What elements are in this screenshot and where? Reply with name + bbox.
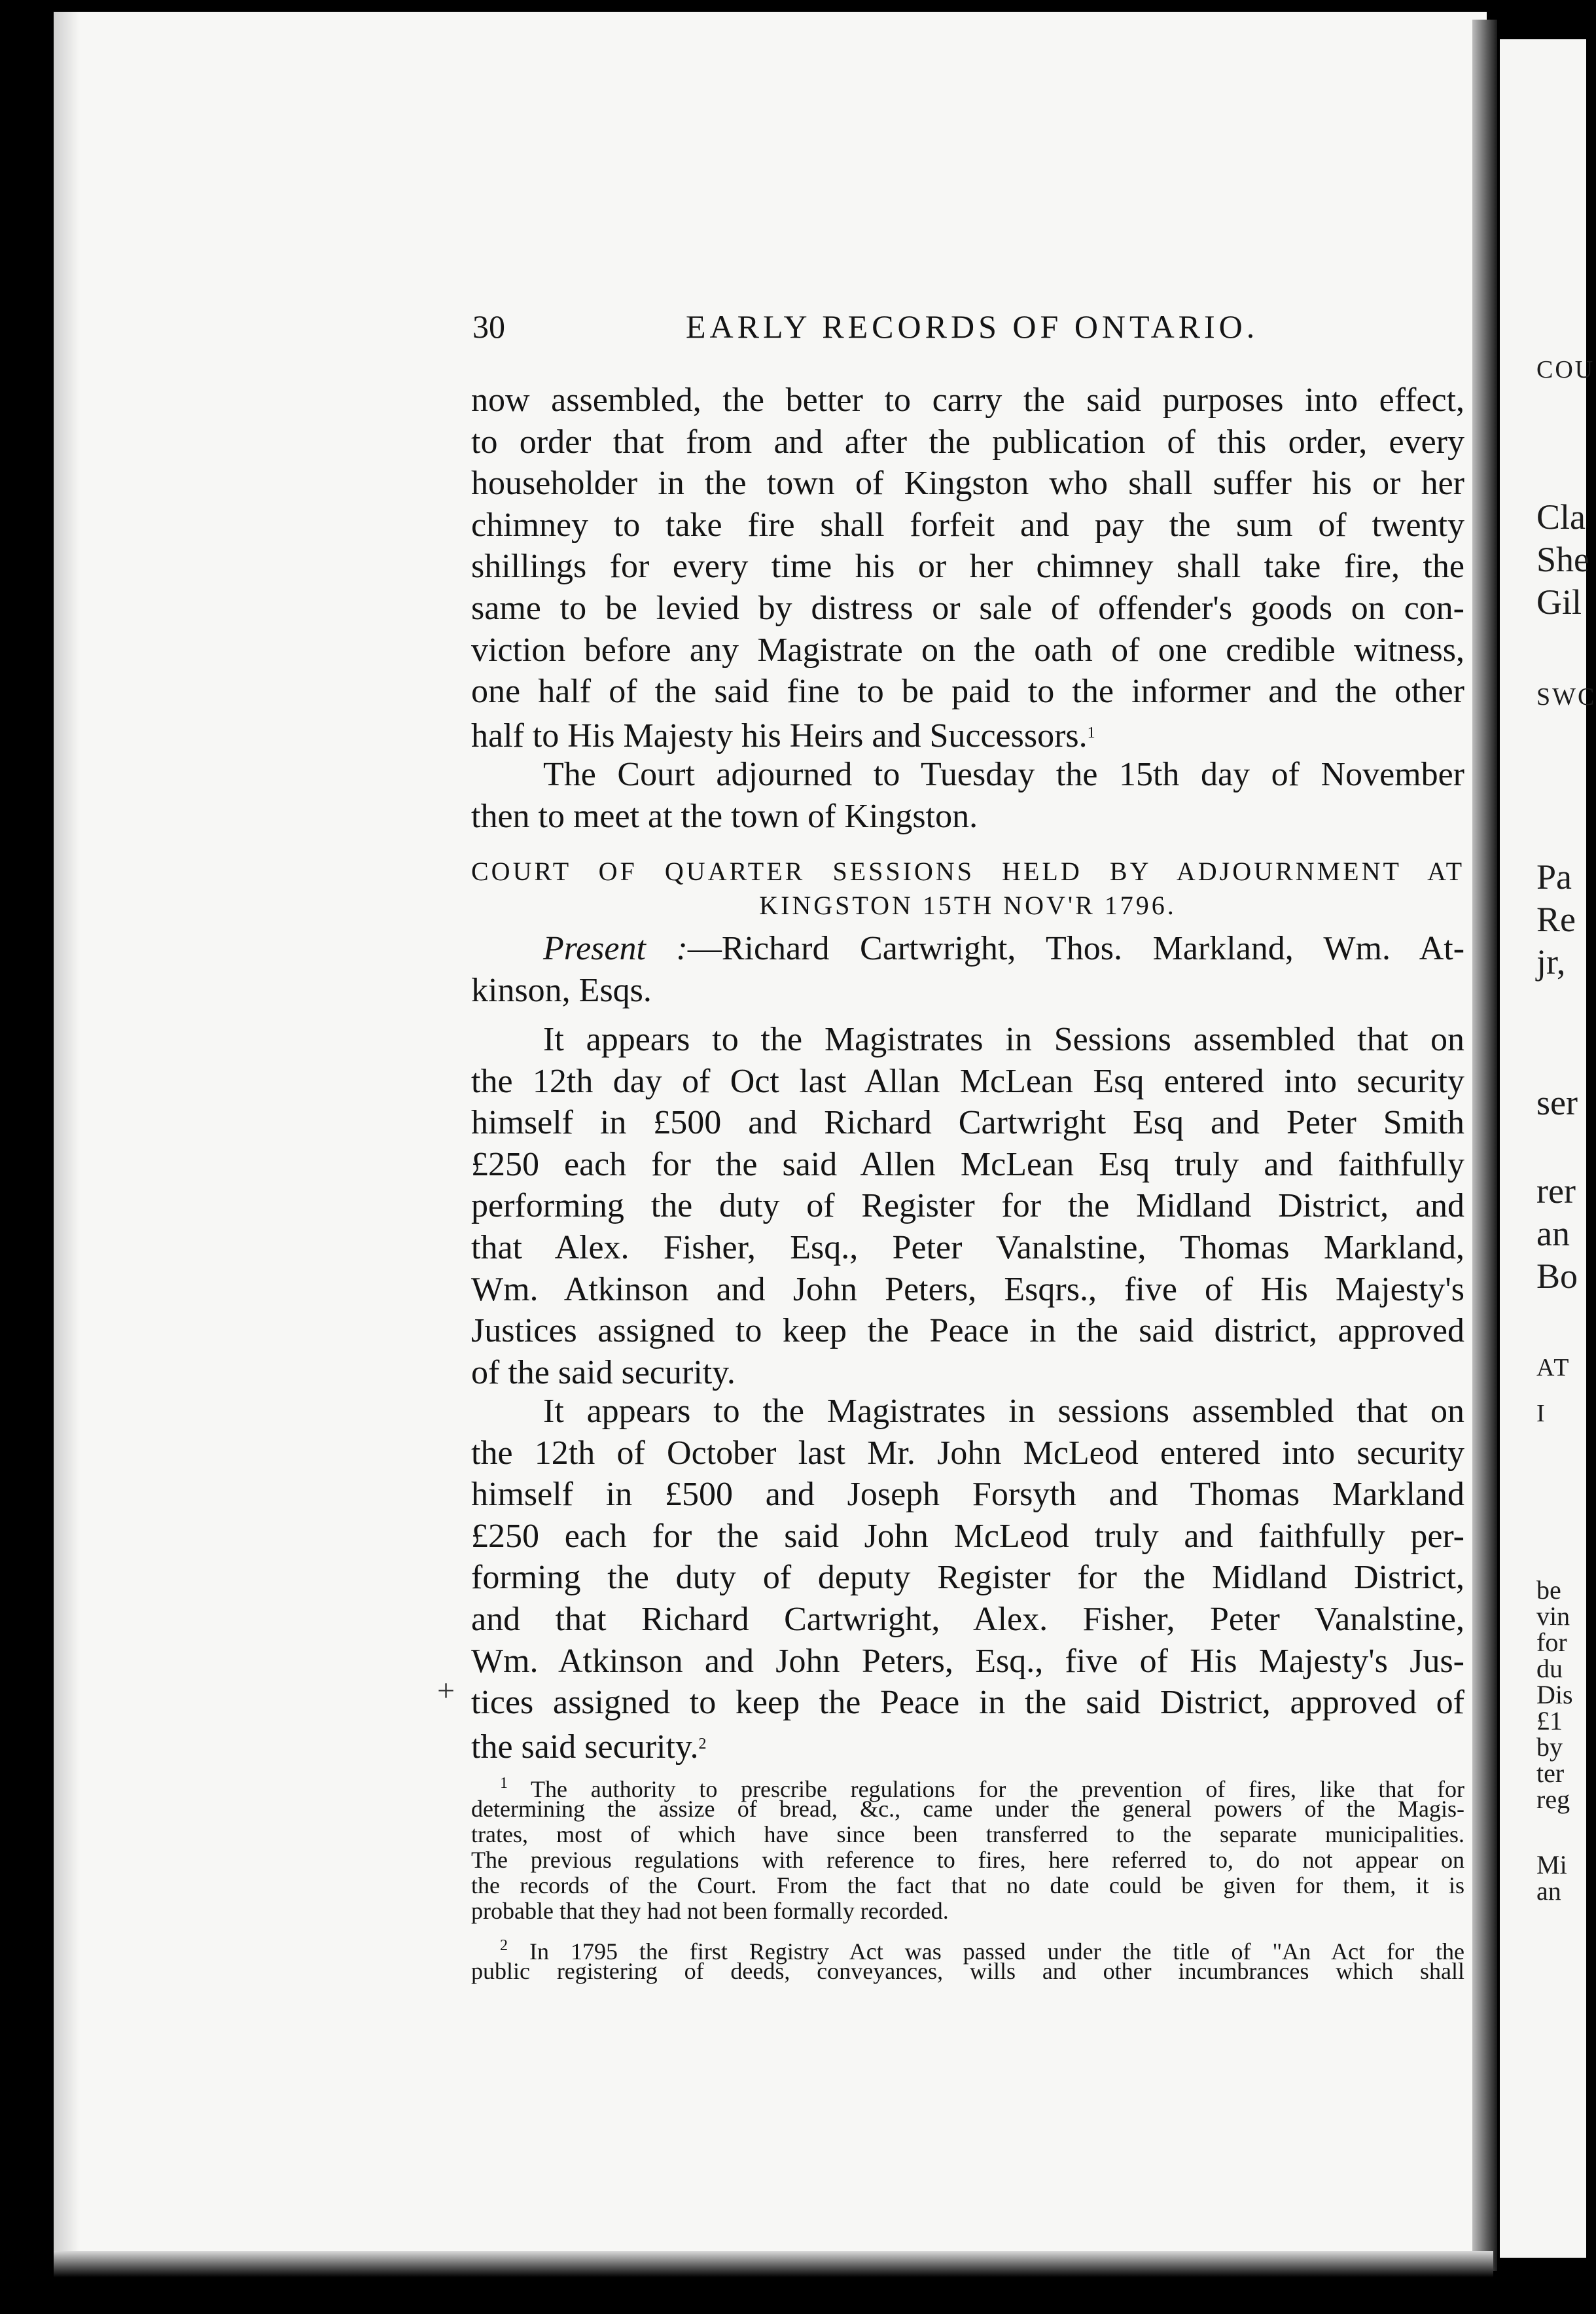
footnote-ref-2: 2 bbox=[698, 1735, 707, 1753]
text-line: now assembled, the better to carry the said purposes into effect, bbox=[471, 382, 1464, 419]
text-line: Wm. Atkinson and John Peters, Esqrs., five of His Majesty's bbox=[471, 1270, 1464, 1308]
page-number: 30 bbox=[472, 308, 505, 345]
book-gutter bbox=[1472, 20, 1497, 2271]
right-page-fragment: rer bbox=[1536, 1171, 1576, 1211]
footnotes bbox=[471, 1771, 1464, 1984]
footnote-2-line bbox=[471, 1933, 1465, 1965]
text-line: £250 each for the said John McLeod truly and faithfully per- bbox=[471, 1517, 1464, 1555]
footnote-1-line: determining the assize of bread, &c., came under the general powers of the Magis- bbox=[471, 1796, 1464, 1822]
text-line: performing the duty of Register for the Midland District, and bbox=[471, 1187, 1464, 1225]
right-page-fragment: an bbox=[1536, 1214, 1570, 1253]
right-page-fragment: Cla bbox=[1536, 497, 1586, 537]
text-line: the 12th day of Oct last Allan McLean Esq entered into security bbox=[471, 1062, 1464, 1100]
heading-line: KINGSTON 15TH NOV'R 1796. bbox=[759, 891, 1177, 920]
text-line: and that Richard Cartwright, Alex. Fisher, Peter Vanalstine, bbox=[471, 1600, 1464, 1638]
footnote-1-line: The previous regulations with reference to fires, here referred to, do not appear on bbox=[471, 1847, 1464, 1873]
text-line: tices assigned to keep the Peace in the said District, approved of bbox=[471, 1684, 1464, 1722]
present-label: Present : bbox=[543, 930, 688, 967]
text-line: same to be levied by distress or sale of offender's goods on con- bbox=[471, 589, 1464, 627]
right-page-fragment: an bbox=[1536, 1876, 1561, 1906]
footnote-ref-1: 1 bbox=[1087, 724, 1095, 741]
footnote-1-marker: 1 bbox=[500, 1775, 508, 1792]
session-heading bbox=[471, 855, 1464, 923]
right-page-fragment: ter bbox=[1536, 1758, 1565, 1788]
text-line-content: half to His Majesty his Heirs and Successors. bbox=[471, 717, 1088, 755]
paragraph-2 bbox=[471, 754, 1464, 837]
text-line: £250 each for the said Allen McLean Esq truly and faithfully bbox=[471, 1145, 1464, 1183]
paragraph-3 bbox=[471, 1019, 1464, 1393]
heading-line: COURT OF QUARTER SESSIONS HELD BY ADJOURNMENT AT bbox=[471, 857, 1464, 886]
book-page-right-partial bbox=[1500, 39, 1596, 2258]
text-line: householder in the town of Kingston who shall suffer his or her bbox=[471, 465, 1464, 503]
right-page-fragment: ser bbox=[1536, 1083, 1578, 1122]
text-line: Wm. Atkinson and John Peters, Esq., five of His Majesty's Jus- bbox=[471, 1642, 1464, 1680]
right-page-fragment: Gil bbox=[1536, 582, 1582, 622]
present-paragraph bbox=[471, 928, 1464, 1011]
right-page-fragment: for bbox=[1536, 1628, 1567, 1657]
text-line: The Court adjourned to Tuesday the 15th day of November bbox=[543, 756, 1464, 793]
present-names: —Richard Cartwright, Thos. Markland, Wm. At- bbox=[687, 930, 1465, 967]
footnote-2-text: In 1795 the first Registry Act was passed under the title of "An Act for the bbox=[529, 1938, 1465, 1965]
right-page-fragment: jr, bbox=[1536, 942, 1566, 982]
right-page-fragment: COU bbox=[1536, 356, 1595, 383]
right-page-fragment: Re bbox=[1536, 900, 1576, 939]
text-line: forming the duty of deputy Register for the Midland District, bbox=[471, 1559, 1464, 1597]
text-line bbox=[471, 713, 1464, 755]
text-line: himself in £500 and Richard Cartwright Esq and Peter Smith bbox=[471, 1104, 1464, 1142]
paragraph-1 bbox=[471, 380, 1464, 754]
text-line: It appears to the Magistrates in sessions assembled that on bbox=[543, 1393, 1464, 1430]
right-page-fragment: by bbox=[1536, 1732, 1563, 1762]
right-page-fragment: She bbox=[1536, 540, 1589, 579]
footnote-1-text: The authority to prescribe regulations for the prevention of fires, like that for bbox=[531, 1776, 1464, 1802]
right-page-fragment: vin bbox=[1536, 1601, 1570, 1631]
text-line: to order that from and after the publication of this order, every bbox=[471, 423, 1464, 461]
text-line: Justices assigned to keep the Peace in the said district, approved bbox=[471, 1312, 1464, 1350]
right-page-fragment: Dis bbox=[1536, 1680, 1573, 1709]
text-line: the 12th of October last Mr. John McLeod entered into security bbox=[471, 1434, 1464, 1472]
text-line: It appears to the Magistrates in Sessions assembled that on bbox=[543, 1021, 1464, 1058]
right-page-fragment: du bbox=[1536, 1654, 1563, 1683]
right-page-fragment: AT bbox=[1536, 1354, 1571, 1381]
footnote-2-marker: 2 bbox=[500, 1937, 508, 1954]
right-page-fragment: Mi bbox=[1536, 1850, 1567, 1879]
text-line bbox=[471, 928, 1464, 970]
right-page-fragment: be bbox=[1536, 1575, 1561, 1605]
footnote-2-line: public registering of deeds, conveyances, wills and other incumbrances which shall bbox=[471, 1958, 1464, 1984]
paragraph-4 bbox=[471, 1391, 1464, 1765]
text-line: viction before any Magistrate on the oath of one credible witness, bbox=[471, 631, 1464, 669]
footnote-1-line: trates, most of which have since been transferred to the separate municipalities. bbox=[471, 1821, 1464, 1847]
text-line: of the said security. bbox=[471, 1353, 736, 1391]
right-page-fragment: £1 bbox=[1536, 1706, 1563, 1736]
right-page-fragment: reg bbox=[1536, 1785, 1570, 1814]
right-page-fragment: I bbox=[1536, 1400, 1547, 1427]
text-line: shillings for every time his or her chimney shall take fire, the bbox=[471, 548, 1464, 586]
text-line bbox=[471, 1724, 1464, 1766]
text-line-content: the said security. bbox=[471, 1728, 699, 1766]
text-line: then to meet at the town of Kingston. bbox=[471, 797, 978, 835]
running-title: EARLY RECORDS OF ONTARIO. bbox=[686, 308, 1259, 345]
page-bottom-shadow bbox=[54, 2251, 1493, 2277]
text-line: himself in £500 and Joseph Forsyth and Thomas Markland bbox=[471, 1476, 1464, 1514]
text-line: kinson, Esqs. bbox=[471, 971, 652, 1009]
right-page-fragment: Bo bbox=[1536, 1256, 1578, 1296]
text-line: that Alex. Fisher, Esq., Peter Vanalstine, Thomas Markland, bbox=[471, 1228, 1464, 1266]
text-line: one half of the said fine to be paid to the informer and the other bbox=[471, 673, 1464, 711]
footnote-1-line: the records of the Court. From the fact that no date could be given for them, it is bbox=[471, 1872, 1464, 1898]
footnote-1-line bbox=[471, 1771, 1464, 1802]
footnote-1-line: probable that they had not been formally recorded. bbox=[471, 1898, 949, 1924]
margin-pencil-mark: + bbox=[437, 1673, 455, 1708]
text-line: chimney to take fire shall forfeit and pay the sum of twenty bbox=[471, 506, 1464, 544]
page-edge-shadow bbox=[54, 12, 80, 2256]
right-page-fragment: Pa bbox=[1536, 857, 1572, 897]
right-page-fragment: SWC bbox=[1536, 683, 1596, 711]
